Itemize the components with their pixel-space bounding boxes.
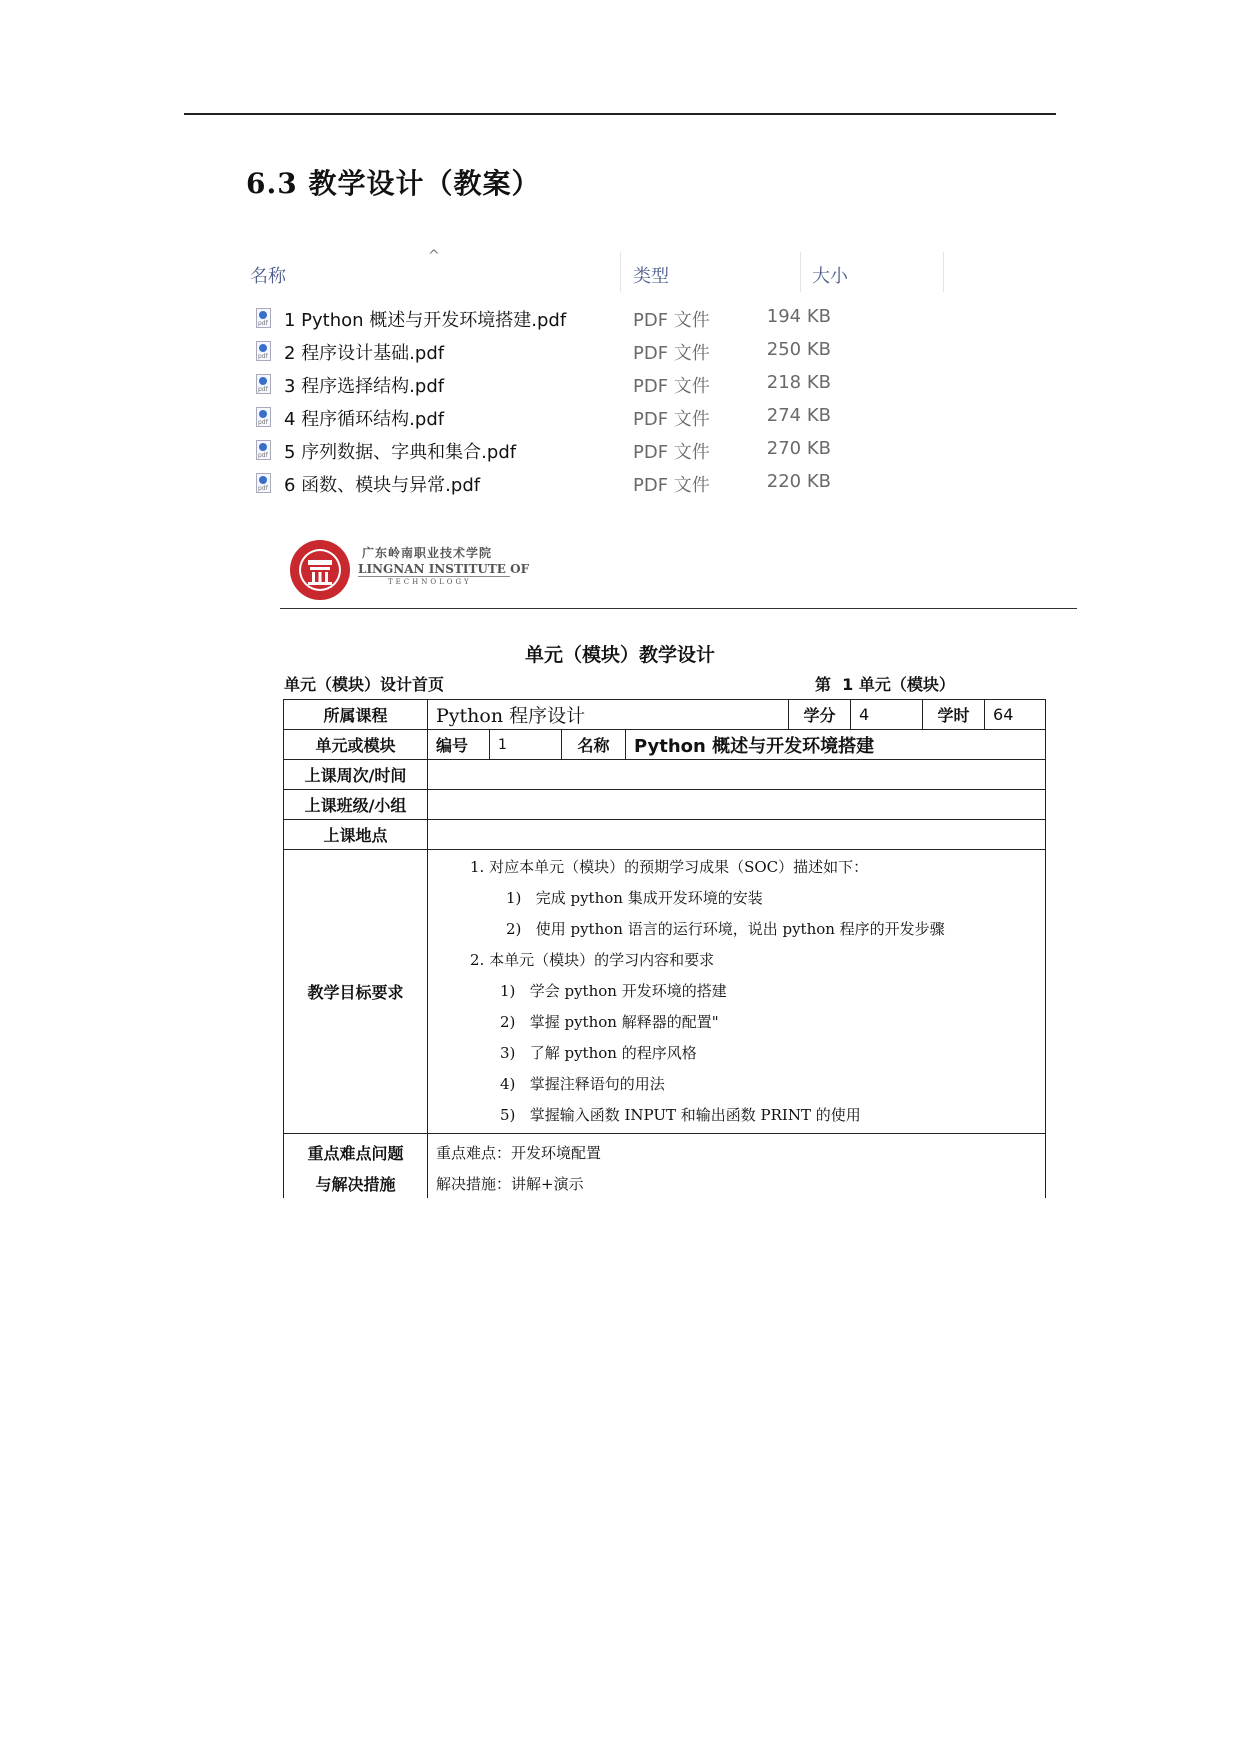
file-type: PDF 文件 <box>633 442 710 463</box>
file-name[interactable]: 4 程序循环结构.pdf <box>284 409 445 430</box>
goals-label: 教学目标要求 <box>284 850 428 1134</box>
course-label: 所属课程 <box>284 700 428 730</box>
class-value <box>428 790 1046 820</box>
pdf-file-icon <box>256 374 271 394</box>
column-header-size[interactable]: 大小 <box>812 266 848 287</box>
file-row[interactable] <box>248 403 953 433</box>
credit-label: 学分 <box>789 700 851 730</box>
goal-item: 3) 了解 python 的程序风格 <box>500 1044 697 1062</box>
institute-name-cn: 广东岭南职业技术学院 <box>362 546 493 560</box>
table-row <box>284 1134 1046 1204</box>
column-separator[interactable] <box>620 252 621 292</box>
file-name[interactable]: 3 程序选择结构.pdf <box>284 376 445 397</box>
form-subtitle-right: 第 1 单元（模块） <box>815 675 955 694</box>
goal-item: 1) 学会 python 开发环境的搭建 <box>500 982 727 1000</box>
file-type: PDF 文件 <box>633 376 710 397</box>
column-separator[interactable] <box>943 252 944 292</box>
file-explorer-list[interactable] <box>248 248 953 512</box>
file-size: 220 KB <box>766 471 831 492</box>
page-top-rule <box>184 113 1056 115</box>
section-heading: 6.3 教学设计（教案） <box>246 167 541 200</box>
goal-item: 2) 使用 python 语言的运行环境，说出 python 程序的开发步骤 <box>506 920 945 938</box>
key-points-label <box>284 1134 428 1204</box>
pdf-file-icon <box>256 308 271 328</box>
file-type: PDF 文件 <box>633 409 710 430</box>
solution-text: 解决措施：讲解+演示 <box>436 1174 584 1193</box>
institute-name-en: LINGNAN INSTITUTE OF <box>358 562 530 576</box>
location-label: 上课地点 <box>284 820 428 850</box>
file-size: 250 KB <box>766 339 831 360</box>
week-label: 上课周次/时间 <box>284 760 428 790</box>
unit-label: 单元或模块 <box>284 730 428 760</box>
key-points-label-line1: 重点难点问题 <box>307 1143 404 1163</box>
form-title: 单元（模块）教学设计 <box>524 644 715 666</box>
week-value <box>428 760 1046 790</box>
file-size: 194 KB <box>766 306 831 327</box>
file-row[interactable] <box>248 370 953 400</box>
table-row <box>284 730 1046 760</box>
institute-logo-icon <box>288 538 352 602</box>
table-cutoff-mask <box>283 1198 1046 1204</box>
file-size: 218 KB <box>766 372 831 393</box>
header-rule <box>280 608 1077 609</box>
pdf-file-icon <box>256 341 271 361</box>
institute-name-en-line2: TECHNOLOGY <box>388 578 472 586</box>
goal-heading: 2. 本单元（模块）的学习内容和要求 <box>470 951 715 969</box>
name-label: 名称 <box>562 730 626 760</box>
file-name[interactable]: 6 函数、模块与异常.pdf <box>284 475 481 496</box>
key-point-text: 重点难点：开发环境配置 <box>436 1143 602 1162</box>
table-row <box>284 760 1046 790</box>
hours-label: 学时 <box>923 700 985 730</box>
file-name[interactable]: 5 序列数据、字典和集合.pdf <box>284 442 517 463</box>
number-label: 编号 <box>428 730 490 760</box>
location-value <box>428 820 1046 850</box>
institute-divider <box>358 576 510 577</box>
file-row[interactable] <box>248 469 953 499</box>
file-type: PDF 文件 <box>633 310 710 331</box>
file-row[interactable] <box>248 337 953 367</box>
column-separator[interactable] <box>800 252 801 292</box>
file-type: PDF 文件 <box>633 343 710 364</box>
hours-value: 64 <box>985 700 1046 730</box>
goal-item: 4) 掌握注释语句的用法 <box>500 1075 665 1093</box>
key-points-label-line2: 与解决措施 <box>315 1174 396 1194</box>
column-header-type[interactable]: 类型 <box>633 266 669 287</box>
file-size: 270 KB <box>766 438 831 459</box>
file-row[interactable] <box>248 436 953 466</box>
pdf-file-icon <box>256 407 271 427</box>
file-row[interactable] <box>248 304 953 334</box>
table-row <box>284 790 1046 820</box>
pdf-file-icon <box>256 473 271 493</box>
file-name[interactable]: 1 Python 概述与开发环境搭建.pdf <box>284 310 567 331</box>
sort-indicator: ^ <box>428 248 440 264</box>
table-row <box>284 700 1046 730</box>
key-points-value <box>428 1134 1046 1204</box>
file-size: 274 KB <box>766 405 831 426</box>
file-type: PDF 文件 <box>633 475 710 496</box>
name-value: Python 概述与开发环境搭建 <box>626 730 1046 760</box>
column-header-name[interactable]: 名称 <box>250 266 286 287</box>
unit-design-table <box>283 699 1046 1204</box>
goal-heading: 1. 对应本单元（模块）的预期学习成果（SOC）描述如下： <box>470 858 869 876</box>
course-value: Python 程序设计 <box>428 700 789 730</box>
table-row <box>284 850 1046 1134</box>
class-label: 上课班级/小组 <box>284 790 428 820</box>
credit-value: 4 <box>851 700 923 730</box>
goal-item: 2) 掌握 python 解释器的配置" <box>500 1013 719 1031</box>
table-row <box>284 820 1046 850</box>
form-subtitle-left: 单元（模块）设计首页 <box>284 675 445 694</box>
goal-item: 1) 完成 python 集成开发环境的安装 <box>506 889 763 907</box>
pdf-file-icon <box>256 440 271 460</box>
goals-value <box>428 850 1046 1134</box>
number-value: 1 <box>490 730 562 760</box>
file-name[interactable]: 2 程序设计基础.pdf <box>284 343 445 364</box>
goal-item: 5) 掌握输入函数 INPUT 和输出函数 PRINT 的使用 <box>500 1106 861 1124</box>
